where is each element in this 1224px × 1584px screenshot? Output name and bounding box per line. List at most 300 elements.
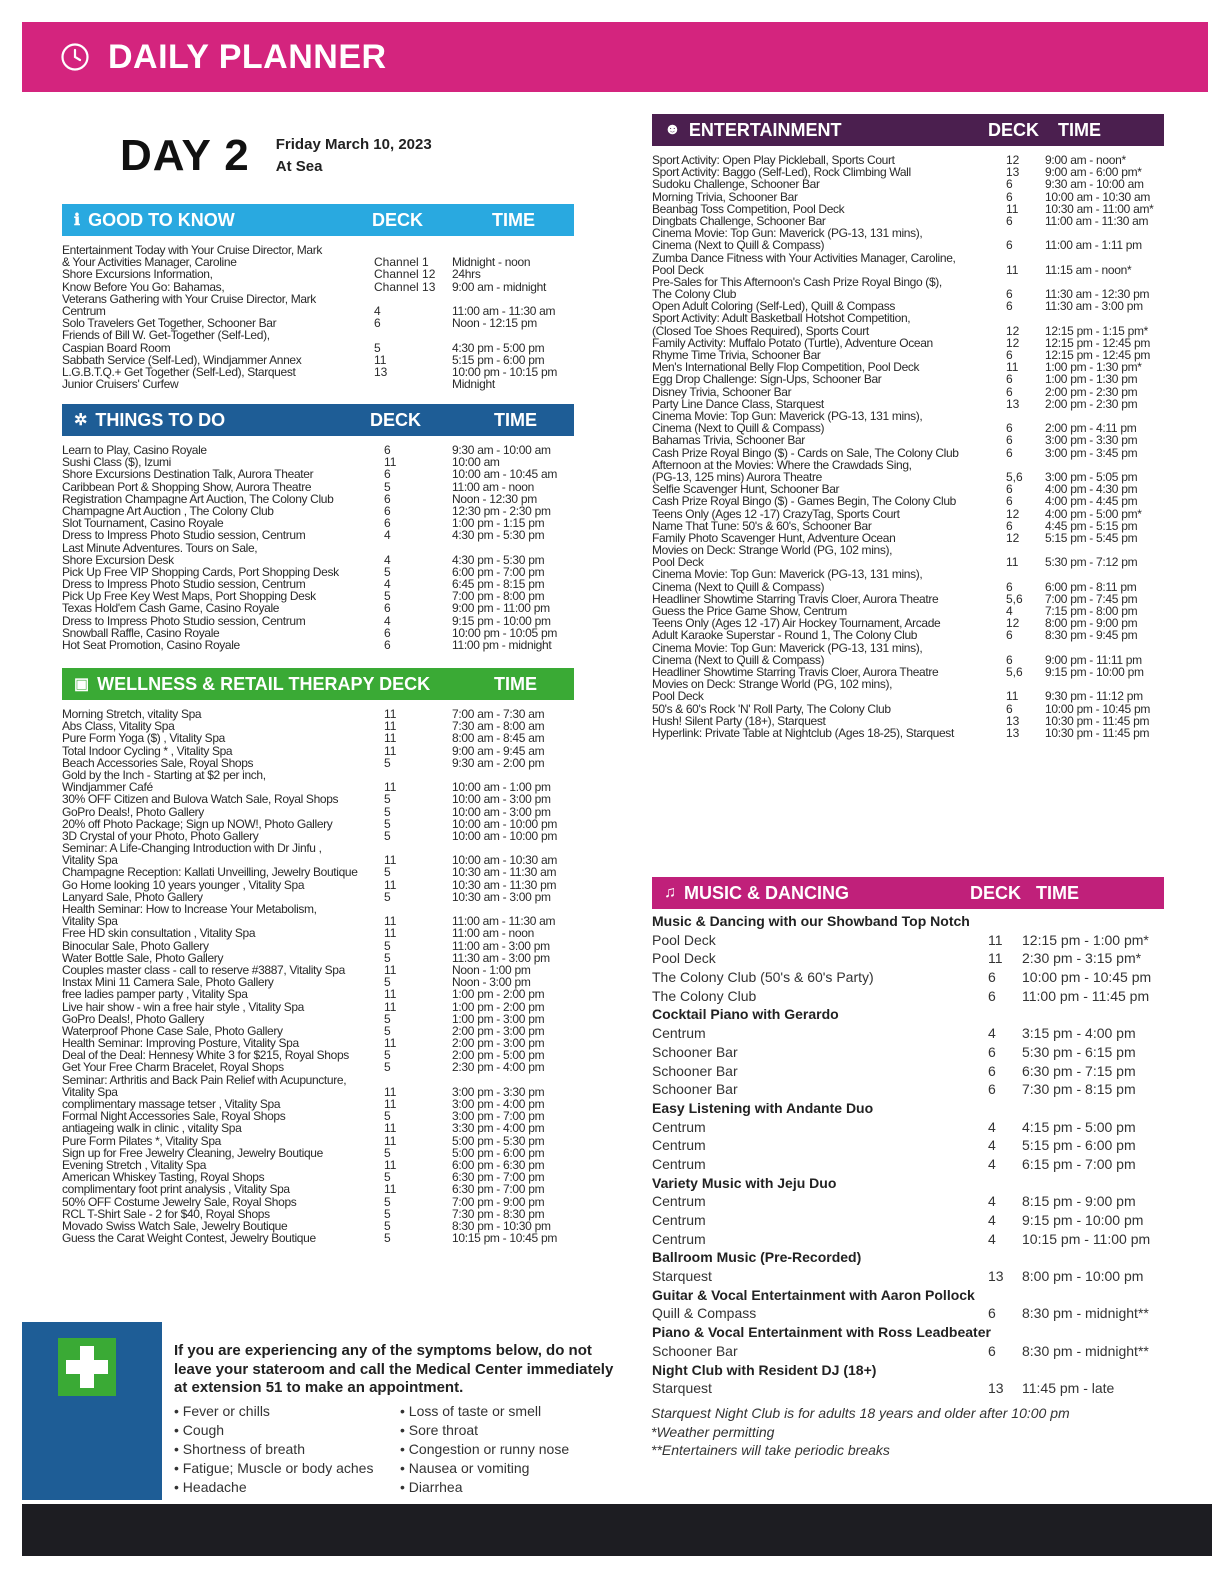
item-deck: 11 <box>384 719 397 734</box>
item-time: 3:30 pm - 4:00 pm <box>452 1121 545 1136</box>
item-deck: 5,6 <box>1006 469 1023 484</box>
item-name: Schooner Bar <box>652 1342 738 1359</box>
list-item <box>652 1155 1164 1174</box>
item-name: 50% OFF Costume Jewelry Sale, Royal Shops <box>62 1194 297 1209</box>
item-name: Binocular Sale, Photo Gallery <box>62 938 209 953</box>
symptom-list-right <box>400 1402 569 1497</box>
item-deck: 13 <box>988 1380 1004 1397</box>
item-time: 6:30 pm - 7:00 pm <box>452 1182 545 1197</box>
item-deck: 5 <box>384 975 391 990</box>
list-item <box>62 602 574 614</box>
item-time: 11:00 am - 1:11 pm <box>1045 238 1142 253</box>
item-name: Selfie Scavenger Hunt, Schooner Bar <box>652 482 840 497</box>
entertainment-header <box>652 114 1164 146</box>
list-item <box>652 968 1164 987</box>
wellness-section <box>62 668 574 1244</box>
item-time: 9:30 am - 10:00 am <box>1045 177 1144 192</box>
item-time: 2:00 pm - 2:30 pm <box>1045 384 1138 399</box>
item-name: Dress to Impress Photo Studio session, Centrum <box>62 528 306 543</box>
item-deck: 6 <box>384 625 391 640</box>
music-header <box>652 877 1164 909</box>
item-deck: 11 <box>1006 201 1019 216</box>
info-icon: ℹ <box>74 212 81 229</box>
item-name: Entertainment Today with Your Cruise Director, Mark & Your Activities Manager, Caroline <box>62 243 323 270</box>
things-to-do-list <box>62 444 574 651</box>
item-time: 11:30 am - 12:30 pm <box>1045 287 1150 302</box>
medical-notice <box>22 1322 622 1500</box>
list-item <box>652 703 1164 715</box>
item-name: Formal Night Accessories Sale, Royal Shops <box>62 1109 286 1124</box>
item-name: Know Before You Go: Bahamas, <box>62 279 225 294</box>
item-time: 9:00 am - 6:00 pm* <box>1045 165 1142 180</box>
shopping-bag-icon: ▣ <box>74 676 90 693</box>
day-date: Friday March 10, 2023 <box>275 136 432 153</box>
list-item <box>62 481 574 493</box>
item-name: The Colony Club <box>652 987 757 1004</box>
item-deck: 6 <box>1006 433 1013 448</box>
item-name: Headliner Showtime Starring Travis Cloer, Aurora Theatre <box>652 591 939 606</box>
item-deck: 4 <box>384 552 391 567</box>
item-time: 7:30 am - 8:00 am <box>452 719 545 734</box>
item-deck: 6 <box>384 467 391 482</box>
item-deck: 11 <box>384 987 397 1002</box>
item-deck: 4 <box>988 1118 996 1135</box>
item-name: Champagne Art Auction , The Colony Club <box>62 503 274 518</box>
item-name: Cocktail Piano with Gerardo <box>652 1006 839 1023</box>
list-item <box>652 434 1164 446</box>
item-name: Beanbag Toss Competition, Pool Deck <box>652 201 845 216</box>
item-time: 11:00 am - noon <box>452 479 535 494</box>
list-item <box>652 1024 1164 1043</box>
item-deck: 5,6 <box>1006 665 1023 680</box>
item-deck: 5 <box>384 1048 391 1063</box>
deck-column-header: DECK <box>988 119 1040 140</box>
item-deck: 11 <box>384 926 397 941</box>
item-time: 6:00 pm - 7:00 pm <box>452 564 545 579</box>
item-deck: 6 <box>384 503 391 518</box>
item-name: GoPro Deals!, Photo Gallery <box>62 1011 204 1026</box>
item-deck: 4 <box>988 1025 996 1042</box>
item-deck: 11 <box>1006 689 1019 704</box>
music-notes <box>651 1404 1070 1460</box>
item-time: 4:30 pm - 5:00 pm <box>452 340 545 355</box>
music-subheading <box>652 912 1164 931</box>
item-time: 10:00 am - 10:45 am <box>452 467 558 482</box>
item-time: 5:15 pm - 5:45 pm <box>1045 530 1138 545</box>
item-name: Ballroom Music (Pre-Recorded) <box>652 1249 862 1266</box>
list-item <box>62 988 574 1000</box>
footnote: **Entertainers will take periodic breaks <box>651 1442 890 1458</box>
item-deck: 5 <box>384 479 391 494</box>
item-deck: 11 <box>384 455 397 470</box>
symptom-item: • Fever or chills <box>174 1402 373 1421</box>
list-item <box>652 1062 1164 1081</box>
item-time: 7:00 pm - 9:00 pm <box>452 1194 545 1209</box>
section-title: GOOD TO KNOW <box>88 209 235 230</box>
list-item <box>62 468 574 480</box>
item-deck: 6 <box>1006 701 1013 716</box>
item-time: Noon - 1:00 pm <box>452 962 531 977</box>
item-deck: 11 <box>384 962 397 977</box>
entertainment-section <box>652 114 1164 739</box>
item-time: 12:15 pm - 1:00 pm* <box>1022 931 1149 948</box>
item-time: 5:15 pm - 6:00 pm <box>452 352 545 367</box>
list-item <box>652 276 1164 300</box>
symptom-item: • Fatigue; Muscle or body aches <box>174 1459 373 1478</box>
item-deck: 4 <box>384 613 391 628</box>
item-name: Piano & Vocal Entertainment with Ross Leadbeater <box>652 1324 991 1341</box>
item-time: 10:30 pm - 11:45 pm <box>1045 725 1150 740</box>
item-deck: 11 <box>384 1084 397 1099</box>
medical-icon-box <box>22 1322 162 1500</box>
item-deck: 11 <box>384 743 397 758</box>
list-item <box>652 252 1164 276</box>
item-time: 6:00 pm - 6:30 pm <box>452 1158 545 1172</box>
item-time: 11:00 pm - 11:45 pm <box>1022 987 1150 1004</box>
item-name: Cash Prize Royal Bingo ($) - Cards on Sale, The Colony Club <box>652 445 959 460</box>
list-item <box>652 386 1164 398</box>
item-name: Cinema Movie: Top Gun: Maverick (PG-13, 131 mins), Cinema (Next to Quill & Compass) <box>652 226 923 253</box>
activity-icon: ✲ <box>74 412 88 429</box>
deck-column-header: DECK <box>372 209 424 230</box>
item-name: Sushi Class ($), Izumi <box>62 455 171 470</box>
symptom-item: • Diarrhea <box>400 1478 569 1497</box>
item-name: Junior Cruisers' Curfew <box>62 377 179 392</box>
item-deck: 11 <box>384 1121 397 1136</box>
item-name: Quill & Compass <box>652 1305 757 1322</box>
item-time: 6:45 pm - 8:15 pm <box>452 577 545 592</box>
item-deck: 12 <box>1006 153 1020 167</box>
item-name: Seminar: A Life-Changing Introduction with Dr Jinfu , Vitality Spa <box>62 841 322 868</box>
theater-mask-icon: ☻ <box>664 121 681 138</box>
item-deck: 6 <box>384 638 391 653</box>
item-name: complimentary massage tetser , Vitality Spa <box>62 1097 281 1112</box>
list-item <box>62 940 574 952</box>
item-time: 11:00 am - 11:30 am <box>452 914 556 929</box>
item-time: 7:00 pm - 8:00 pm <box>452 589 545 604</box>
list-item <box>652 987 1164 1006</box>
item-deck: 5 <box>384 1231 391 1246</box>
item-deck: 5 <box>384 1218 391 1233</box>
item-name: Afternoon at the Movies: Where the Crawdads Sing, (PG-13, 125 mins) Aurora Theatre <box>652 457 912 484</box>
item-time: 10:00 pm - 10:15 pm <box>452 364 558 379</box>
item-time: 9:00 pm - 11:00 pm <box>452 601 550 616</box>
list-item <box>652 568 1164 592</box>
item-time: 10:30 am - 11:30 pm <box>452 877 557 892</box>
item-time: 7:00 am - 7:30 am <box>452 707 545 721</box>
item-time: 8:30 pm - 9:45 pm <box>1045 628 1138 643</box>
item-name: Total Indoor Cycling * , Vitality Spa <box>62 743 233 758</box>
item-time: 24hrs <box>452 267 481 282</box>
item-name: Pure Form Pilates *, Vitality Spa <box>62 1133 221 1148</box>
list-item <box>62 806 574 818</box>
list-item <box>652 508 1164 520</box>
list-item <box>652 312 1164 336</box>
item-deck: 12 <box>1006 335 1020 350</box>
item-time: 4:30 pm - 5:30 pm <box>452 552 545 567</box>
item-time: 7:30 pm - 8:30 pm <box>452 1206 545 1221</box>
music-subheading <box>652 1248 1164 1267</box>
item-deck: 5 <box>384 564 391 579</box>
item-time: 10:30 am - 11:30 am <box>452 865 557 880</box>
list-item <box>62 1232 574 1244</box>
list-item <box>62 1061 574 1073</box>
item-deck: 6 <box>1006 482 1013 497</box>
item-deck: 4 <box>1006 604 1013 619</box>
item-name: Hyperlink: Private Table at Nightclub (Ages 18-25), Starquest <box>652 725 954 740</box>
item-deck: 5 <box>384 938 391 953</box>
time-column-header: TIME <box>494 409 537 430</box>
list-item <box>652 227 1164 251</box>
symptom-item: • Nausea or vomiting <box>400 1459 569 1478</box>
item-deck: 6 <box>1006 628 1013 643</box>
music-note-icon: ♫ <box>664 884 676 901</box>
item-deck: 6 <box>384 601 391 616</box>
item-deck: 5 <box>384 804 391 819</box>
item-time: 2:30 pm - 4:00 pm <box>452 1060 545 1075</box>
list-item <box>652 178 1164 190</box>
item-name: Starquest <box>652 1268 712 1285</box>
item-name: Health Seminar: Improving Posture, Vitality Spa <box>62 1036 299 1051</box>
day-heading <box>120 132 432 180</box>
item-name: Pool Deck <box>652 931 716 948</box>
item-deck: 11 <box>384 1158 397 1172</box>
item-deck: 11 <box>384 731 397 746</box>
item-name: Sign up for Free Jewelry Cleaning, Jewelry Boutique <box>62 1145 323 1160</box>
item-deck: 11 <box>384 914 397 929</box>
item-name: Centrum <box>652 1137 706 1154</box>
music-subheading <box>652 1099 1164 1118</box>
item-name: Hush! Silent Party (18+), Starquest <box>652 713 826 728</box>
item-deck: 5 <box>384 865 391 880</box>
item-deck: 5 <box>384 589 391 604</box>
item-name: Guess the Carat Weight Contest, Jewelry Boutique <box>62 1231 316 1246</box>
item-time: 9:00 am - 9:45 am <box>452 743 545 758</box>
list-item <box>652 1304 1164 1323</box>
item-deck: 11 <box>1006 360 1019 375</box>
list-item <box>62 903 574 927</box>
footnote: *Weather permitting <box>651 1423 775 1440</box>
item-name: Waterproof Phone Case Sale, Photo Gallery <box>62 1023 283 1038</box>
item-name: Shore Excursions Information, <box>62 267 213 282</box>
item-name: Slot Tournament, Casino Royale <box>62 516 224 531</box>
music-subheading <box>652 1174 1164 1193</box>
list-item <box>62 1196 574 1208</box>
wellness-list <box>62 708 574 1244</box>
item-time: 2:00 pm - 3:00 pm <box>452 1023 545 1038</box>
item-time: 4:30 pm - 5:30 pm <box>452 528 545 543</box>
item-name: Schooner Bar <box>652 1062 738 1079</box>
item-deck: 4 <box>988 1230 996 1247</box>
item-name: Morning Trivia, Schooner Bar <box>652 189 798 204</box>
item-time: 2:30 pm - 3:15 pm* <box>1022 950 1142 967</box>
item-time: 12:30 pm - 2:30 pm <box>452 503 551 518</box>
list-item <box>652 459 1164 483</box>
item-time: 9:15 pm - 10:00 pm <box>1022 1212 1144 1228</box>
item-name: Beach Accessories Sale, Royal Shops <box>62 755 254 770</box>
symptom-list-left <box>174 1402 373 1497</box>
item-time: 8:00 am - 8:45 am <box>452 731 545 746</box>
item-name: Seminar: Arthritis and Back Pain Relief with Acupuncture, Vitality Spa <box>62 1072 347 1099</box>
item-name: Easy Listening with Andante Duo <box>652 1099 874 1116</box>
list-item <box>652 1192 1164 1211</box>
item-time: 9:00 am - midnight <box>452 279 546 294</box>
section-title: MUSIC & DANCING <box>684 882 849 903</box>
list-item <box>62 745 574 757</box>
item-deck: 11 <box>374 352 387 367</box>
wellness-header <box>62 668 574 700</box>
item-deck: 11 <box>384 1182 397 1197</box>
item-name: L.G.B.T.Q.+ Get Together (Self-Led), Starquest <box>62 364 296 379</box>
item-time: 10:30 pm - 11:45 pm <box>1045 713 1150 728</box>
item-name: Centrum <box>652 1212 706 1228</box>
things-to-do-section <box>62 404 574 651</box>
good-to-know-header <box>62 204 574 236</box>
medical-notice-text: If you are experiencing any of the symptoms below, do not leave your stateroom and call the Medical Center immediately at extension 51 to make an appointment. <box>174 1342 614 1396</box>
item-time: 2:00 pm - 2:30 pm <box>1045 396 1138 411</box>
item-name: Texas Hold'em Cash Game, Casino Royale <box>62 601 280 616</box>
item-deck: 6 <box>1006 518 1013 533</box>
item-name: Pick Up Free Key West Maps, Port Shopping Desk <box>62 589 316 604</box>
day-number: DAY 2 <box>120 131 250 180</box>
day-location: At Sea <box>275 158 323 175</box>
item-deck: 5 <box>384 1170 391 1185</box>
item-time: 10:30 am - 3:00 pm <box>452 889 551 904</box>
item-time: 6:15 pm - 7:00 pm <box>1022 1155 1136 1172</box>
things-to-do-header <box>62 404 574 436</box>
item-deck: 5 <box>384 816 391 831</box>
item-name: Guess the Price Game Show, Centrum <box>652 604 847 619</box>
item-name: Pick Up Free VIP Shopping Cards, Port Shopping Desk <box>62 564 339 579</box>
list-item <box>652 1118 1164 1137</box>
item-deck: 6 <box>988 1043 996 1060</box>
symptom-item: • Headache <box>174 1478 373 1497</box>
item-deck: 6 <box>1006 189 1013 204</box>
item-time: Noon - 12:15 pm <box>452 316 537 331</box>
item-time: 10:00 pm - 10:45 pm <box>1045 701 1151 716</box>
item-time: 6:30 pm - 7:00 pm <box>452 1170 545 1185</box>
list-item <box>62 927 574 939</box>
section-title: THINGS TO DO <box>95 409 226 430</box>
list-item <box>62 793 574 805</box>
item-time: 4:00 pm - 5:00 pm* <box>1045 506 1142 521</box>
item-deck: 11 <box>384 999 397 1014</box>
item-deck: 11 <box>384 1097 397 1112</box>
item-name: Cinema Movie: Top Gun: Maverick (PG-13, 131 mins), Cinema (Next to Quill & Compass) <box>652 640 923 667</box>
item-time: 11:00 am - noon <box>452 926 535 941</box>
item-time: 10:00 am - 10:30 am <box>452 853 558 868</box>
item-time: 8:30 pm - midnight** <box>1022 1342 1149 1359</box>
item-time: 7:15 pm - 8:00 pm <box>1045 604 1138 619</box>
item-deck: 12 <box>1006 530 1020 545</box>
item-deck: 4 <box>384 528 391 543</box>
list-item <box>652 410 1164 434</box>
item-name: Gold by the Inch - Starting at $2 per inch, Windjammer Café <box>62 767 266 795</box>
section-title: WELLNESS & RETAIL THERAPY DECK <box>97 673 431 694</box>
music-list <box>652 912 1164 1398</box>
symptom-item: • Congestion or runny nose <box>400 1440 569 1459</box>
item-time: 2:00 pm - 4:11 pm <box>1045 421 1137 436</box>
symptom-item: • Shortness of breath <box>174 1440 373 1459</box>
item-time: 3:00 pm - 3:30 pm <box>452 1084 545 1099</box>
item-time: 7:00 pm - 7:45 pm <box>1045 591 1138 606</box>
item-deck: 6 <box>1006 177 1013 192</box>
item-time: 11:15 am - noon* <box>1045 262 1132 277</box>
list-item <box>62 268 574 280</box>
item-time: 1:00 pm - 1:15 pm <box>452 516 545 531</box>
music-subheading <box>652 1323 1164 1342</box>
list-item <box>652 1230 1164 1249</box>
item-name: Men's International Belly Flop Competition, Pool Deck <box>652 360 920 375</box>
list-item <box>652 1342 1164 1361</box>
item-deck: 4 <box>988 1212 996 1228</box>
item-time: 10:00 am <box>452 455 500 470</box>
item-name: Couples master class - call to reserve #3887, Vitality Spa <box>62 962 345 977</box>
item-deck: 11 <box>384 877 397 892</box>
item-name: Snowball Raffle, Casino Royale <box>62 625 220 640</box>
item-time: 10:00 pm - 10:45 pm <box>1022 969 1152 986</box>
item-name: Starquest <box>652 1380 712 1397</box>
item-name: Adult Karaoke Superstar - Round 1, The Colony Club <box>652 628 918 643</box>
item-deck: 6 <box>988 987 996 1004</box>
item-time: 10:00 am - 10:30 am <box>1045 189 1151 204</box>
item-name: antiageing walk in clinic , vitality Spa <box>62 1121 242 1136</box>
item-time: 5:15 pm - 6:00 pm <box>1022 1137 1136 1154</box>
item-name: Veterans Gathering with Your Cruise Director, Mark Centrum <box>62 291 316 318</box>
item-name: Centrum <box>652 1230 706 1247</box>
music-subheading <box>652 1005 1164 1024</box>
item-name: 20% off Photo Package; Sign up NOW!, Photo Gallery <box>62 816 333 831</box>
item-name: Music & Dancing with our Showband Top Notch <box>652 913 970 929</box>
item-deck: 6 <box>1006 445 1013 460</box>
page-title: DAILY PLANNER <box>108 37 387 76</box>
item-name: Centrum <box>652 1025 706 1042</box>
item-name: Schooner Bar <box>652 1081 738 1098</box>
item-time: Midnight <box>452 377 495 392</box>
item-deck: 5 <box>384 1194 391 1209</box>
item-time: 11:30 am - 3:00 pm <box>452 950 550 965</box>
item-name: Cinema Movie: Top Gun: Maverick (PG-13, 131 mins), Cinema (Next to Quill & Compass) <box>652 567 923 594</box>
item-name: Get Your Free Charm Bracelet, Royal Shops <box>62 1060 284 1075</box>
item-time: 3:00 pm - 5:05 pm <box>1045 469 1138 484</box>
item-time: 11:00 pm - midnight <box>452 638 552 653</box>
item-deck: 6 <box>384 516 391 531</box>
item-deck: 6 <box>1006 372 1013 387</box>
list-item <box>652 949 1164 968</box>
item-time: 2:00 pm - 5:00 pm <box>452 1048 545 1063</box>
item-name: Sudoku Challenge, Schooner Bar <box>652 177 820 192</box>
good-to-know-list <box>62 244 574 390</box>
list-item <box>652 191 1164 203</box>
item-time: 7:30 pm - 8:15 pm <box>1022 1081 1136 1098</box>
entertainment-list <box>652 154 1164 739</box>
list-item <box>62 293 574 317</box>
item-deck: Channel 1 <box>374 255 429 270</box>
item-deck: 5 <box>384 1023 391 1038</box>
item-name: Zumba Dance Fitness with Your Activities Manager, Caroline, Pool Deck <box>652 250 956 277</box>
item-deck: 5 <box>384 1109 391 1124</box>
item-time: 4:45 pm - 5:15 pm <box>1045 518 1138 533</box>
item-name: Centrum <box>652 1118 706 1135</box>
item-deck: 6 <box>384 443 391 457</box>
item-time: 6:00 pm - 8:11 pm <box>1045 579 1137 594</box>
item-time: 3:00 pm - 7:00 pm <box>452 1109 545 1124</box>
item-deck: 13 <box>1006 713 1020 728</box>
list-item <box>652 642 1164 666</box>
deck-column-header: DECK <box>370 409 422 430</box>
item-name: Hot Seat Promotion, Casino Royale <box>62 638 240 653</box>
deck-column-header: DECK <box>970 882 1022 903</box>
